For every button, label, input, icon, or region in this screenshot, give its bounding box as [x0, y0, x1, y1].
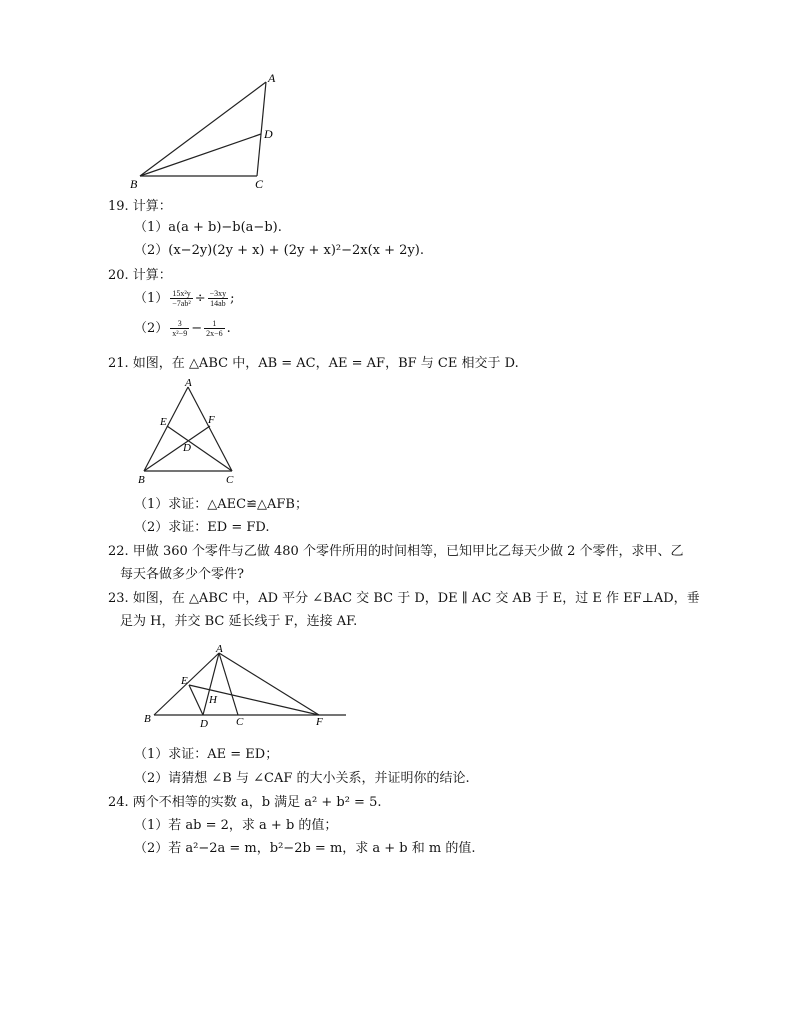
q23-line1: 23. 如图，在 △ABC 中，AD 平分 ∠BAC 交 BC 于 D，DE ∥ AC 交 AB 于 E，过 E 作 EF⊥AD，垂	[108, 591, 700, 606]
q20-part1-fraction1	[170, 289, 192, 308]
q19-title: 19. 计算：	[108, 199, 172, 214]
segment-ac	[219, 653, 238, 715]
label-a: A	[268, 71, 276, 85]
label-d: D	[183, 442, 191, 454]
segment-de	[189, 685, 203, 715]
q24-title: 24. 两个不相等的实数 a，b 满足 a² + b² = 5.	[108, 795, 382, 810]
q22-line1: 22. 甲做 360 个零件与乙做 480 个零件所用的时间相等，已知甲比乙每天少做 2 个零件，求甲、乙	[108, 544, 684, 559]
segment-bd	[140, 134, 261, 176]
label-f: F	[316, 716, 323, 728]
segment-ab	[144, 387, 188, 471]
label-e: E	[181, 675, 188, 687]
label-b: B	[130, 177, 138, 191]
figure-q23-triangle	[140, 645, 355, 735]
label-a: A	[185, 377, 192, 389]
label-d: D	[200, 718, 208, 730]
q20-part1-prefix: （1）	[134, 291, 169, 306]
q20-title: 20. 计算：	[108, 268, 172, 283]
fraction-numerator: 15x²y	[170, 289, 192, 299]
q23-part2: （2）请猜想 ∠B 与 ∠CAF 的大小关系，并证明你的结论.	[134, 771, 470, 786]
q23-line2: 足为 H，并交 BC 延长线于 F，连接 AF.	[120, 614, 358, 629]
q20-part1	[134, 288, 235, 310]
semicolon: ;	[230, 291, 235, 306]
fraction-denominator: 2x−6	[206, 329, 223, 338]
q20-part2-fraction1	[170, 319, 189, 338]
label-a: A	[216, 645, 223, 655]
label-d: D	[264, 127, 273, 141]
segment-af	[219, 653, 319, 715]
fraction-numerator: 3	[170, 319, 189, 329]
label-f: F	[208, 414, 215, 426]
q21-part1: （1）求证：△AEC≌△AFB；	[134, 497, 308, 512]
minus-sign: −	[191, 321, 203, 336]
fraction-denominator: −7ab²	[172, 299, 191, 308]
divide-sign: ÷	[194, 291, 206, 306]
q24-part1: （1）若 ab = 2，求 a + b 的值；	[134, 818, 338, 833]
label-e: E	[160, 416, 167, 428]
segment-ac	[188, 387, 232, 471]
fraction-numerator: 1	[204, 319, 225, 329]
period: .	[226, 321, 231, 336]
fraction-numerator: −3xy	[209, 289, 227, 298]
label-c: C	[255, 177, 264, 191]
segment-ba	[140, 82, 266, 176]
label-c: C	[236, 716, 244, 728]
q22-line2: 每天各做多少个零件?	[120, 567, 244, 582]
label-c: C	[226, 474, 234, 486]
q20-part1-fraction2	[208, 289, 229, 308]
label-h: H	[209, 694, 217, 706]
q20-part2	[134, 318, 231, 340]
fraction-denominator: x²−9	[172, 329, 188, 338]
q24-part2: （2）若 a²−2a = m，b²−2b = m，求 a + b 和 m 的值.	[134, 841, 476, 856]
q20-part2-fraction2	[204, 319, 225, 338]
q21-title: 21. 如图，在 △ABC 中，AB = AC，AE = AF，BF 与 CE 相交于 D.	[108, 356, 519, 371]
fraction-denominator: 14ab	[210, 299, 226, 308]
q19-part1: （1）a(a + b)−b(a−b).	[134, 220, 282, 235]
q19-part2: （2）(x−2y)(2y + x) + (2y + x)²−2x(x + 2y).	[134, 243, 424, 258]
q20-part2-prefix: （2）	[134, 321, 169, 336]
label-b: B	[138, 474, 145, 486]
q21-part2: （2）求证：ED = FD.	[134, 520, 270, 535]
label-b: B	[144, 713, 151, 725]
q23-part1: （1）求证：AE = ED；	[134, 747, 279, 762]
figure-q21-triangle	[130, 377, 250, 487]
figure-triangle-abc-d	[120, 68, 290, 193]
